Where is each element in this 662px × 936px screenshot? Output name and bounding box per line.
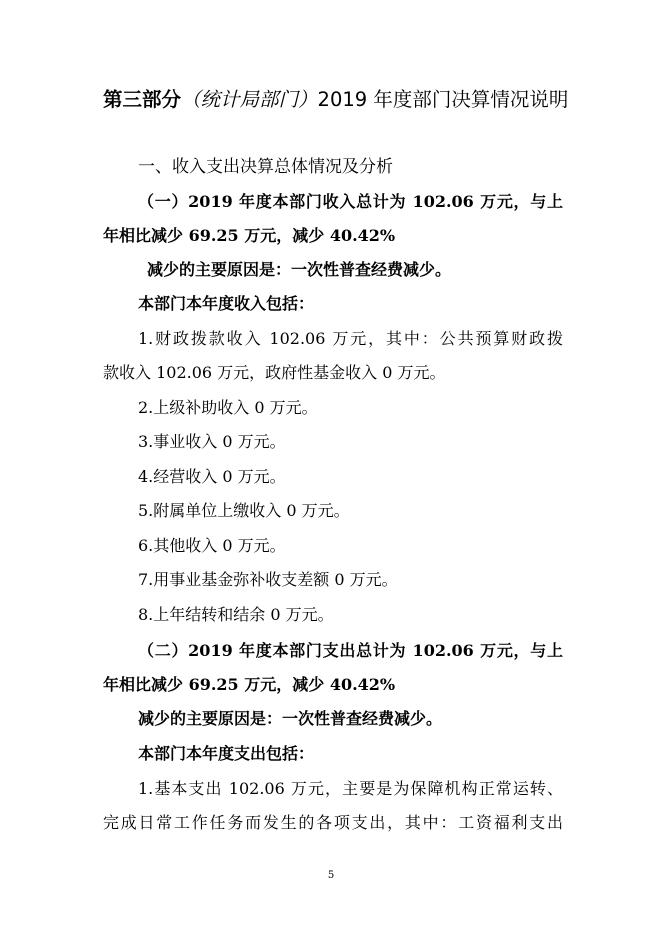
income-includes-heading: 本部门本年度收入包括： [138,294,315,313]
income-item-2: 2.上级补助收入 0 万元。 [138,398,318,417]
income-item-5: 5.附属单位上缴收入 0 万元。 [138,501,350,520]
title-part: 第三部分 [103,88,182,111]
expense-summary-line1: （二）2019 年度本部门支出总计为 102.06 万元，与上 [138,641,563,660]
page-title [103,86,573,114]
income-item-7: 7.用事业基金弥补收支差额 0 万元。 [138,570,398,589]
title-dept: （统计局部门） [181,88,318,111]
income-reason: 减少的主要原因是：一次性普查经费减少。 [147,260,452,279]
income-item-3: 3.事业收入 0 万元。 [138,432,286,451]
income-item-6: 6.其他收入 0 万元。 [138,536,286,555]
income-summary-line2: 年相比减少 69.25 万元，减少 40.42% [103,226,396,245]
page-number: 5 [327,870,335,881]
expense-item-1a: 1.基本支出 102.06 万元，主要是为保障机构正常运转、 [138,779,563,798]
expense-includes-heading: 本部门本年度支出包括： [138,744,315,763]
title-tail: 2019 年度部门决算情况说明 [317,88,569,111]
expense-summary-line2: 年相比减少 69.25 万元，减少 40.42% [103,675,396,694]
section-heading-income-expense: 一、收入支出决算总体情况及分析 [138,157,393,177]
income-item-1b: 款收入 102.06 万元，政府性基金收入 0 万元。 [103,363,446,382]
income-summary-line1: （一）2019 年度本部门收入总计为 102.06 万元，与上 [138,192,563,211]
income-item-8: 8.上年结转和结余 0 万元。 [138,605,334,624]
expense-item-1b: 完成日常工作任务而发生的各项支出，其中：工资福利支出 [103,813,563,832]
income-item-4: 4.经营收入 0 万元。 [138,467,286,486]
income-item-1a: 1.财政拨款收入 102.06 万元，其中：公共预算财政拨 [138,329,563,348]
expense-reason: 减少的主要原因是：一次性普查经费减少。 [138,709,443,728]
